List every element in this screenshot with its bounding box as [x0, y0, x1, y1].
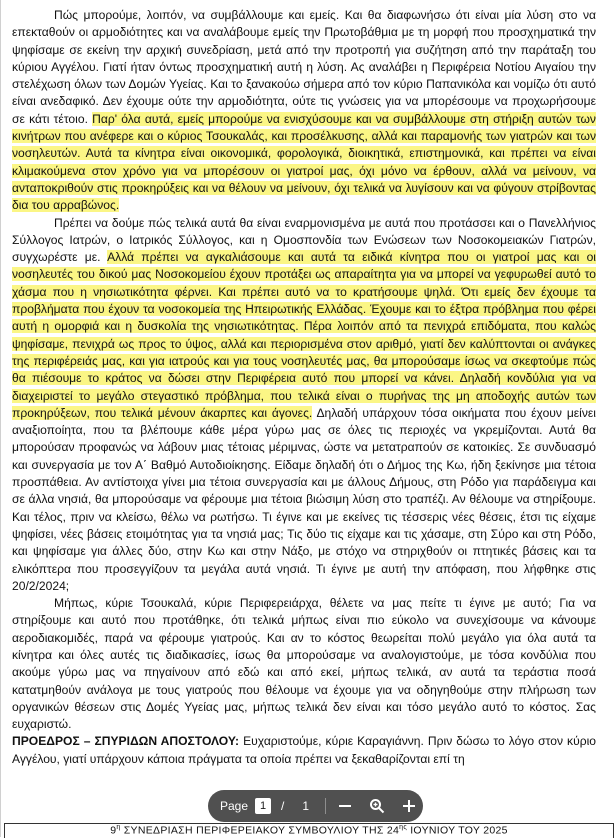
highlighted-text: Αλλά πρέπει να αγκαλιάσουμε και αυτά τα ειδικά κίνητρα που οι γιατροί μας και οι νοσηλευτές του δικού μας Νοσοκομείου έχουν προτάξει ως απαραίτητα για να μπορεί να γεφυρωθεί αυτό το χάσμα που η νησιωτικότητα φέρνει. Και πρέπει αυτό να το κρατήσουμε ψηλά. Ότι εμείς δεν έχουμε τα προβλήματα που έχουν τα νοσοκομεία της Ηπειρωτικής Ελλάδας. Έχουμε και το έξτρα πρόβλημα που φέρει αυτή η ομορφιά και η δυσκολία της νησιωτικότητας. Πέρα λοιπόν από τα πενιχρά επιδόματα, που καλώς ψηφίσαμε, πενιχρά ως προς το ύψος, αλλά και περιορισμένα στον αριθμό, γιατί δεν καλύπτονται οι ανάγκες της περιφέρειάς μας, και για ιατρούς και για τους νοσηλευτές μας, θα μπορούσαμε ίσως να σκεφτούμε πώς θα πιέσουμε το κράτος να δώσει στην Περιφέρεια αυτό που μπορεί να κάνει. Δηλαδή κονδύλια για να διαχειριστεί το μεγάλο στεγαστικό πρόβλημα, που τελικά είναι ο πυρήνας της μη αποδοχής αυτών των προκηρύξεων, που τελικά μένουν άκαρπες και άγονες. — [12, 250, 596, 420]
paragraph — [12, 7, 596, 215]
paragraph-text: Πρέπει να δούμε πώς τελικά αυτά θα είναι εναρμονισμένα με αυτά που προτάσσει και ο Πανελλήνιος Σύλλογος Ιατρών, ο Ιατρικός Σύλλογος, και η Ομοσπονδία των Ενώσεων των Νοσοκομειακών Γιατρών, συγχωρέστε με. — [12, 215, 596, 265]
paragraph — [12, 595, 596, 733]
page-number-input[interactable]: 1 — [255, 798, 271, 814]
page-footer — [1, 824, 616, 837]
session-number: 9 — [110, 824, 117, 837]
page-label: Page — [220, 799, 249, 813]
paragraph-text: Μήπως, κύριε Τσουκαλά, κύριε Περιφερειάρχα, θέλετε να μας πείτε τι έγινε με αυτό; Για να στηρίξουμε και αυτό που προτάθηκε, ότι τελικά μήπως είναι πιο εύκολο να συνεχίσουμε να κάνουμε αεροδιακομιδές, παρά να φέρουμε γιατρούς. Και αν το κόστος θεωρείται πολύ μεγάλο για όλα αυτά τα κίνητρα και όλες αυτές τις διαδικασίες, ίσως θα μπορούσαμε να αναλογιστούμε, με τόσα κονδύλια που ακούμε γύρω μας να πηγαίνουν από εδώ και από εκεί, μήπως τελικά, αν αυτά τα τεράστια ποσά κατατμηθούν ανάλογα με τους γιατρούς που θέλουμε να έχουμε για να οδηγηθούμε στην πλήρωση των οργανικών θέσεων στις Δομές Υγείας μας, μήπως τελικά δεν είναι και τόσο μεγάλο αυτό το κόστος. Σας ευχαριστώ. — [12, 596, 596, 732]
paragraph — [12, 733, 596, 768]
paragraph-text: Ευχαριστούμε, κύριε Καραγιάννη. Πριν δώσω το λόγο στον κύριο Αγγέλου, γιατί υπάρχουν κάποια πράγματα τα οποία πρέπει να ξεκαθαρίζονται επί τη — [12, 734, 596, 766]
zoom-in-icon[interactable] — [396, 793, 422, 819]
highlighted-text: Παρ' όλα αυτά, εμείς μπορούμε να ενισχύσουμε και να συμβάλλουμε στη στήριξη αυτών των κινήτρων που ανέφερε και ο κύριος Τσουκαλάς, και προσέλκυσης, αλλά και παραμονής των γιατρών και των νοσηλευτών. Αυτά τα κίνητρα είναι οικονομικά, φορολογικά, διοικητικά, επιστημονικά, και πρέπει να είναι κλιμακούμενα στον χρόνο για να μπορέσουν οι γιατροί μας, όχι μόνο να έρθουν, αλλά να μείνουν, να ανταποκριθούν στις προκηρύξεις και να θέλουν να μείνουν, όχι τελικά να λυγίσουν και να φύγουν στρίβοντας δια του αρραβώνος. — [12, 111, 596, 213]
zoom-out-icon[interactable] — [332, 793, 358, 819]
footer-title: ΣΥΝΕΔΡΙΑΣΗ ΠΕΡΙΦΕΡΕΙΑΚΟΥ ΣΥΜΒΟΥΛΙΟΥ ΤΗΣ 24 — [120, 824, 400, 837]
document-body — [12, 7, 596, 768]
session-suffix: η — [116, 824, 121, 831]
speaker-name: ΠΡΟΕΔΡΟΣ – ΣΠΥΡΙΔΩΝ ΑΠΟΣΤΟΛΟΥ: — [12, 734, 240, 749]
paragraph-text: Δηλαδή υπάρχουν τόσα οικήματα που έχουν μείνει αναξιοποίητα, που τα βλέπουμε κάθε μέρα γύρω μας σε όλες τις περιοχές να γκρεμίζονται. Αυτά θα μπορούσαν προφανώς να λάβουν μιας τέτοιας μέριμνας, ώστε να μετατραπούν σε κατοικίες. Σε συνδυασμό και συνεργασία με τον Α΄ Βαθμό Αυτοδιοίκησης. Είδαμε δηλαδή ότι ο Δήμος της Κω, ήδη ξεκίνησε μια τέτοια προσπάθεια. Αν αντίστοιχα γίνει μια τέτοια συνεργασία και με άλλους Δήμους, στη Ρόδο για παράδειγμα και σε άλλα νησιά, θα μπορούσαμε να φέρουμε μια τέτοια βιώσιμη λύση στο τραπέζι. Αν θέλουμε να στηρίξουμε. Και τέλος, πριν να κλείσω, θέλω να ρωτήσω. Τι έγινε και με εκείνες τις τέσσερις νέες θέσεις, έτσι τις είχαμε ψηφίσει, νέες βάσεις ετοιμότητας για τα νησιά μας; Τις δύο τις είχαμε και τις χάσαμε, στη Σύρο και στη Ρόδο, και ψηφίσαμε για άλλες δύο, στην Κω και στην Νάξο, με στόχο να στηριχθούν οι πτητικές βάσεις και τα ελικόπτερα που προσεγγίζουν τα μεγάλα αυτά νησιά. Τι έγινε με αυτή την απόφαση, που λήφθηκε στις 20/2/2024; — [12, 405, 596, 593]
paragraph — [12, 215, 596, 596]
footer-date: ΙΟΥΝΙΟΥ ΤΟΥ 2025 — [407, 824, 508, 837]
paragraph-text: Πώς μπορούμε, λοιπόν, να συμβάλλουμε και εμείς. Και θα διαφωνήσω ότι είναι μία λύση στο να επεκταθούν οι αρμοδιότητες και να αναλάβουμε εμείς την Πρωτοβάθμια με τη μορφή που προσχηματικά την ψηφίσαμε σε εκείνη την αρχική συνεδρίαση, μετά από την προτροπή για συζήτηση από την παράταξη του κύριου Αγγέλου. Γιατί ήταν όντως προσχηματική αυτή η λύση. Ας αναλάβει η Περιφέρεια Νοτίου Αιγαίου την στελέχωση όλων των Δομών Υγείας. Και το ξανακούω σήμερα από τον κύριο Παπανικόλα και νομίζω ότι αυτό είναι ανεδαφικό. Δεν έχουμε ούτε την αρμοδιότητα, ούτε τις γνώσεις για να μπορέσουμε να προχωρήσουμε σε κάτι τέτοιο. — [12, 8, 596, 126]
page-separator: / — [281, 799, 285, 813]
page-total: 1 — [302, 799, 310, 813]
date-suffix: ης — [399, 824, 407, 831]
pdf-toolbar — [208, 790, 423, 822]
zoom-magnifier-icon[interactable] — [364, 793, 390, 819]
toolbar-divider — [325, 798, 326, 814]
